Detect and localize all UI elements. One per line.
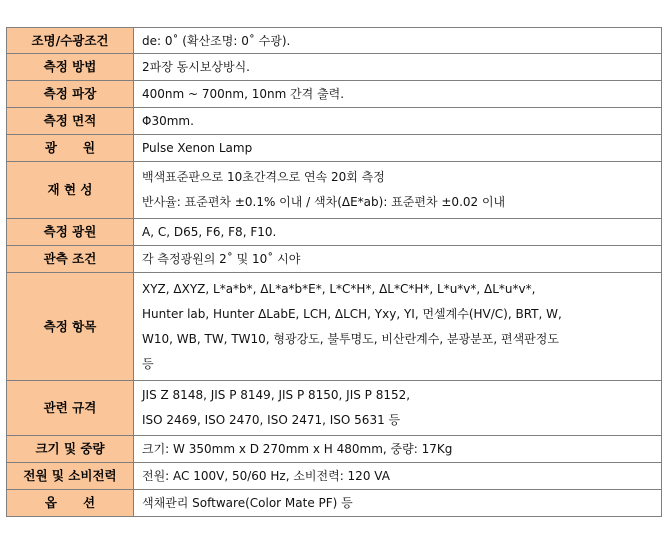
- table-row: [7, 54, 662, 81]
- row-label: 옵 션: [7, 490, 134, 517]
- row-label: 측정 면적: [7, 108, 134, 135]
- value-line: Hunter lab, Hunter ΔLabE, LCH, ΔLCH, Yxy, YI, 먼셀계수(HV/C), BRT, W,: [142, 306, 562, 321]
- table-row: [7, 81, 662, 108]
- row-label: 재 현 성: [7, 162, 134, 219]
- value-line: 400nm ~ 700nm, 10nm 간격 출력.: [142, 87, 345, 101]
- value-line: 반사율: 표준편차 ±0.1% 이내 / 색차(ΔE*ab): 표준편차 ±0.02 이내: [142, 195, 506, 209]
- row-label: 측정 방법: [7, 54, 134, 81]
- value-line: 2파장 동시보상방식.: [142, 60, 251, 74]
- row-value: [134, 273, 662, 381]
- value-line: 전원: AC 100V, 50/60 Hz, 소비전력: 120 VA: [142, 469, 390, 483]
- value-line: W10, WB, TW, TW10, 형광강도, 불투명도, 비산란계수, 분광분포, 편색판정도: [142, 331, 559, 346]
- row-value: [134, 28, 662, 54]
- table-row: [7, 436, 662, 463]
- value-line: A, C, D65, F6, F8, F10.: [142, 225, 277, 239]
- table-row: [7, 219, 662, 246]
- row-value: [134, 135, 662, 162]
- row-label: 측정 파장: [7, 81, 134, 108]
- value-line: 각 측정광원의 2˚ 및 10˚ 시야: [142, 252, 301, 266]
- value-line: Pulse Xenon Lamp: [142, 141, 253, 155]
- row-label: 관련 규격: [7, 381, 134, 436]
- row-label: 전원 및 소비전력: [7, 463, 134, 490]
- value-line: 크기: W 350mm x D 270mm x H 480mm, 중량: 17Kg: [142, 442, 453, 456]
- row-label: 크기 및 중량: [7, 436, 134, 463]
- row-value: [134, 490, 662, 517]
- row-value: [134, 219, 662, 246]
- row-value: [134, 54, 662, 81]
- value-line: Φ30mm.: [142, 114, 194, 128]
- row-value: [134, 81, 662, 108]
- row-value: [134, 108, 662, 135]
- table-row: [7, 135, 662, 162]
- row-value: [134, 246, 662, 273]
- row-label: 조명/수광조건: [7, 28, 134, 54]
- table-row: [7, 463, 662, 490]
- row-value: [134, 162, 662, 219]
- spec-table-container: [6, 27, 662, 517]
- row-value: [134, 436, 662, 463]
- table-row: [7, 162, 662, 219]
- value-line: XYZ, ΔXYZ, L*a*b*, ΔL*a*b*E*, L*C*H*, ΔL*C*H*, L*u*v*, ΔL*u*v*,: [142, 281, 536, 296]
- spec-table: [6, 27, 662, 517]
- value-line: JIS Z 8148, JIS P 8149, JIS P 8150, JIS P 8152,: [142, 388, 411, 402]
- value-line: 색채관리 Software(Color Mate PF) 등: [142, 496, 353, 510]
- row-label: 측정 광원: [7, 219, 134, 246]
- value-line: de: 0˚ (확산조명: 0˚ 수광).: [142, 33, 291, 48]
- row-label: 광 원: [7, 135, 134, 162]
- table-row: [7, 246, 662, 273]
- row-label: 측정 항목: [7, 273, 134, 381]
- value-line: 등: [142, 356, 154, 371]
- value-line: 백색표준판으로 10초간격으로 연속 20회 측정: [142, 170, 385, 184]
- table-row: [7, 381, 662, 436]
- value-line: ISO 2469, ISO 2470, ISO 2471, ISO 5631 등: [142, 413, 401, 427]
- table-row: [7, 108, 662, 135]
- table-row: [7, 490, 662, 517]
- row-label: 관측 조건: [7, 246, 134, 273]
- row-value: [134, 463, 662, 490]
- row-value: [134, 381, 662, 436]
- table-row: [7, 28, 662, 54]
- table-row: [7, 273, 662, 381]
